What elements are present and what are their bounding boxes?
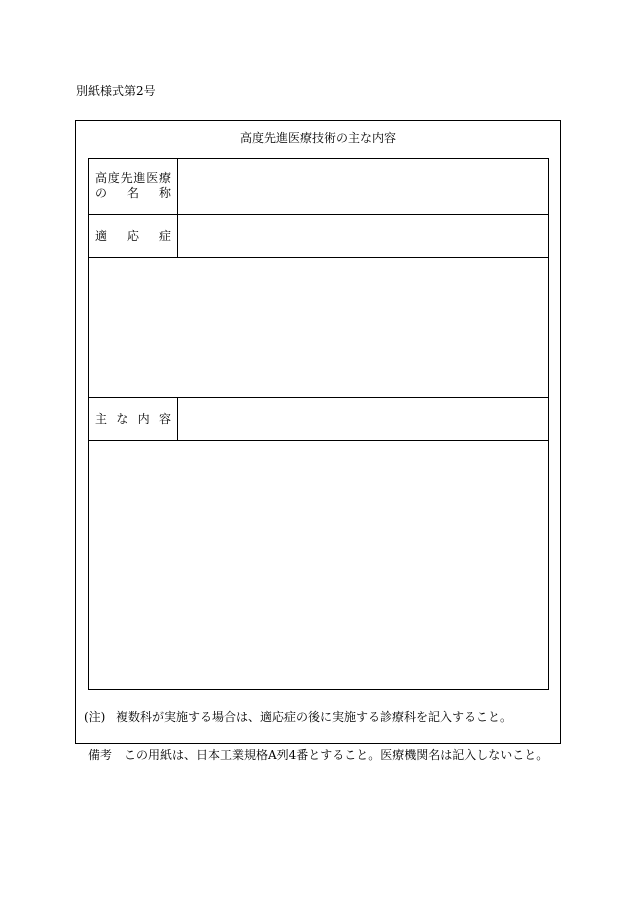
name-label-line2: の 名 称 [95, 186, 171, 200]
name-label [95, 171, 171, 201]
remarks-mark: 備考 [88, 748, 113, 762]
note-text: 複数科が実施する場合は、適応症の後に実施する診療科を記入すること。 [116, 710, 513, 724]
note-mark: (注) [84, 710, 106, 724]
main-content-detail-area[interactable] [93, 446, 544, 684]
column-divider [177, 397, 178, 440]
column-divider [177, 159, 178, 257]
form-number: 別紙様式第2号 [76, 84, 156, 98]
row-divider [89, 257, 548, 258]
remarks-text: この用紙は、日本工業規格A列4番とすること。医療機関名は記入しないこと。 [124, 748, 549, 762]
row-divider [89, 440, 548, 441]
note [84, 710, 512, 724]
form-title: 高度先進医療技術の主な内容 [239, 131, 396, 145]
row-divider [89, 397, 548, 398]
row-divider [89, 214, 548, 215]
remarks [88, 748, 548, 762]
main-content-label: 主 な 内 容 [95, 412, 171, 426]
form-table [88, 158, 549, 690]
indication-detail-area[interactable] [93, 263, 544, 391]
indication-label: 適 応 症 [95, 229, 171, 243]
name-label-line1: 高 度 先 進 医 療 [95, 171, 171, 185]
